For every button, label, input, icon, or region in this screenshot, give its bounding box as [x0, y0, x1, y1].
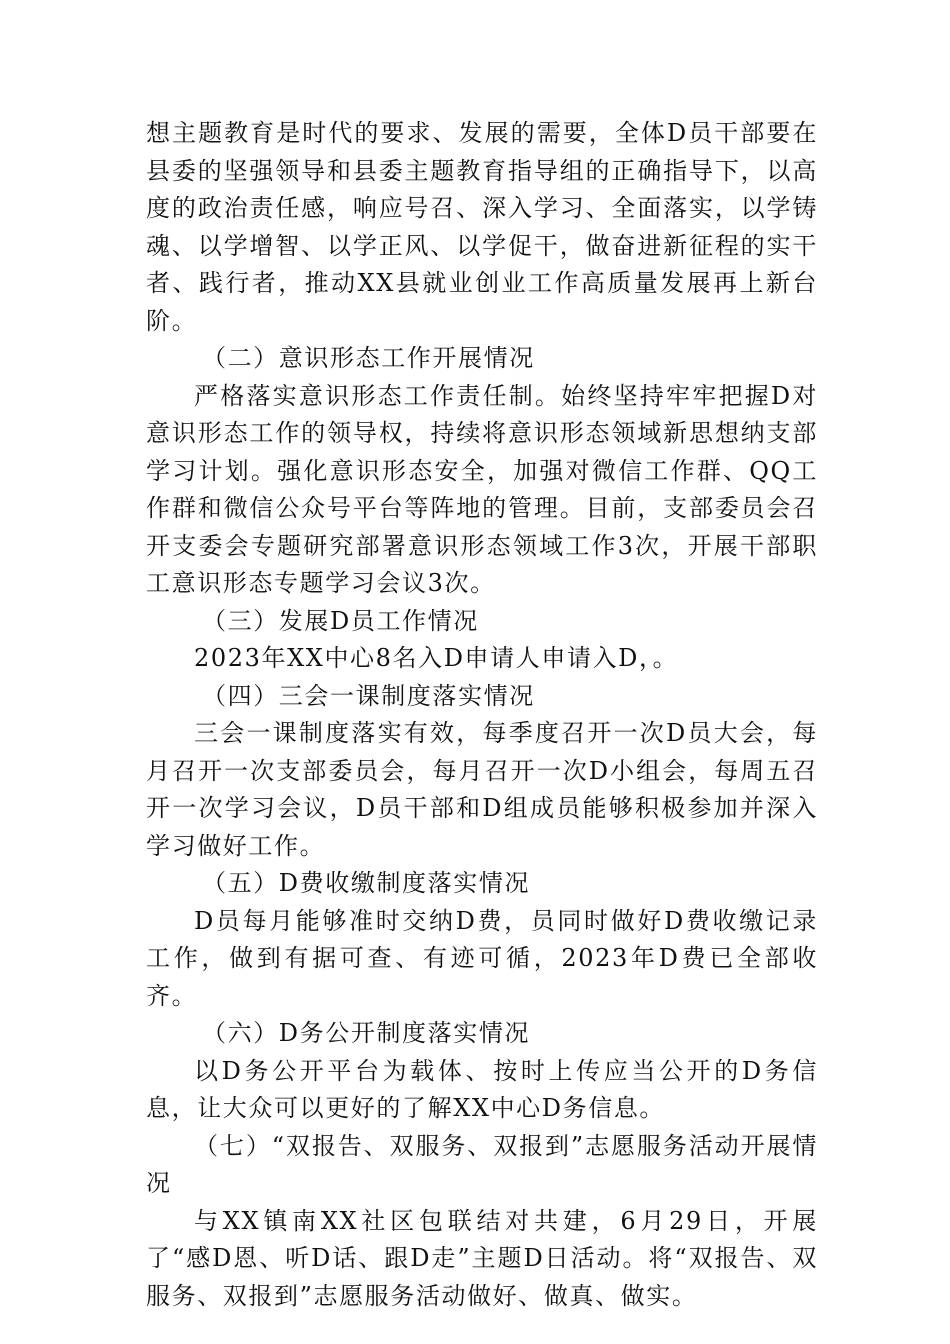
section-body-member-development: 2023年XX中心8名入D申请人申请入D，。: [194, 644, 679, 672]
section-body-ideology: 严格落实意识形态工作责任制。始终坚持牢牢把握D对意识形态工作的领导权，持续将意识形态领域新思想纳支部学习计划。强化意识形态安全，加强对微信工作群、QQ工作群和微信公众号平台等阵地的管理。目前，支部委员会召开支委会专题研究部署意识形态领域工作3次，开展干部职工意识形态专题学习会议3次。: [146, 381, 818, 597]
section-heading-ideology: （二）意识形态工作开展情况: [202, 344, 535, 372]
section-heading-dues: （五）D费收缴制度落实情况: [202, 869, 531, 897]
section-body-volunteer-service: 与XX镇南XX社区包联结对共建，6月29日，开展了“感D恩、听D话、跟D走”主题D日活动。将“双报告、双服务、双报到”志愿服务活动做好、做真、做实。: [146, 1206, 818, 1310]
document-body: [146, 115, 818, 1315]
section-heading-three-meetings: （四）三会一课制度落实情况: [202, 681, 535, 710]
intro-paragraph: 想主题教育是时代的要求、发展的需要，全体D员干部要在县委的坚强领导和县委主题教育指导组的正确指导下，以高度的政治责任感，响应号召、深入学习、全面落实，以学铸魂、以学增智、以学正风、以学促干，做奋进新征程的实干者、践行者，推动XX县就业创业工作高质量发展再上新台阶。: [146, 119, 818, 335]
section-body-affairs-disclosure: 以D务公开平台为载体、按时上传应当公开的D务信息，让大众可以更好的了解XX中心D务信息。: [146, 1056, 818, 1122]
section-heading-member-development: （三）发展D员工作情况: [202, 606, 479, 635]
section-heading-affairs-disclosure: （六）D务公开制度落实情况: [202, 1019, 531, 1047]
section-body-dues: D员每月能够准时交纳D费，员同时做好D费收缴记录工作，做到有据可查、有迹可循，2023年D费已全部收齐。: [146, 906, 818, 1010]
section-heading-volunteer-service: （七）“双报告、双服务、双报到”志愿服务活动开展情况: [146, 1131, 818, 1197]
section-body-three-meetings: 三会一课制度落实有效，每季度召开一次D员大会，每月召开一次支部委员会，每月召开一次D小组会，每周五召开一次学习会议，D员干部和D组成员能够积极参加并深入学习做好工作。: [146, 719, 818, 860]
